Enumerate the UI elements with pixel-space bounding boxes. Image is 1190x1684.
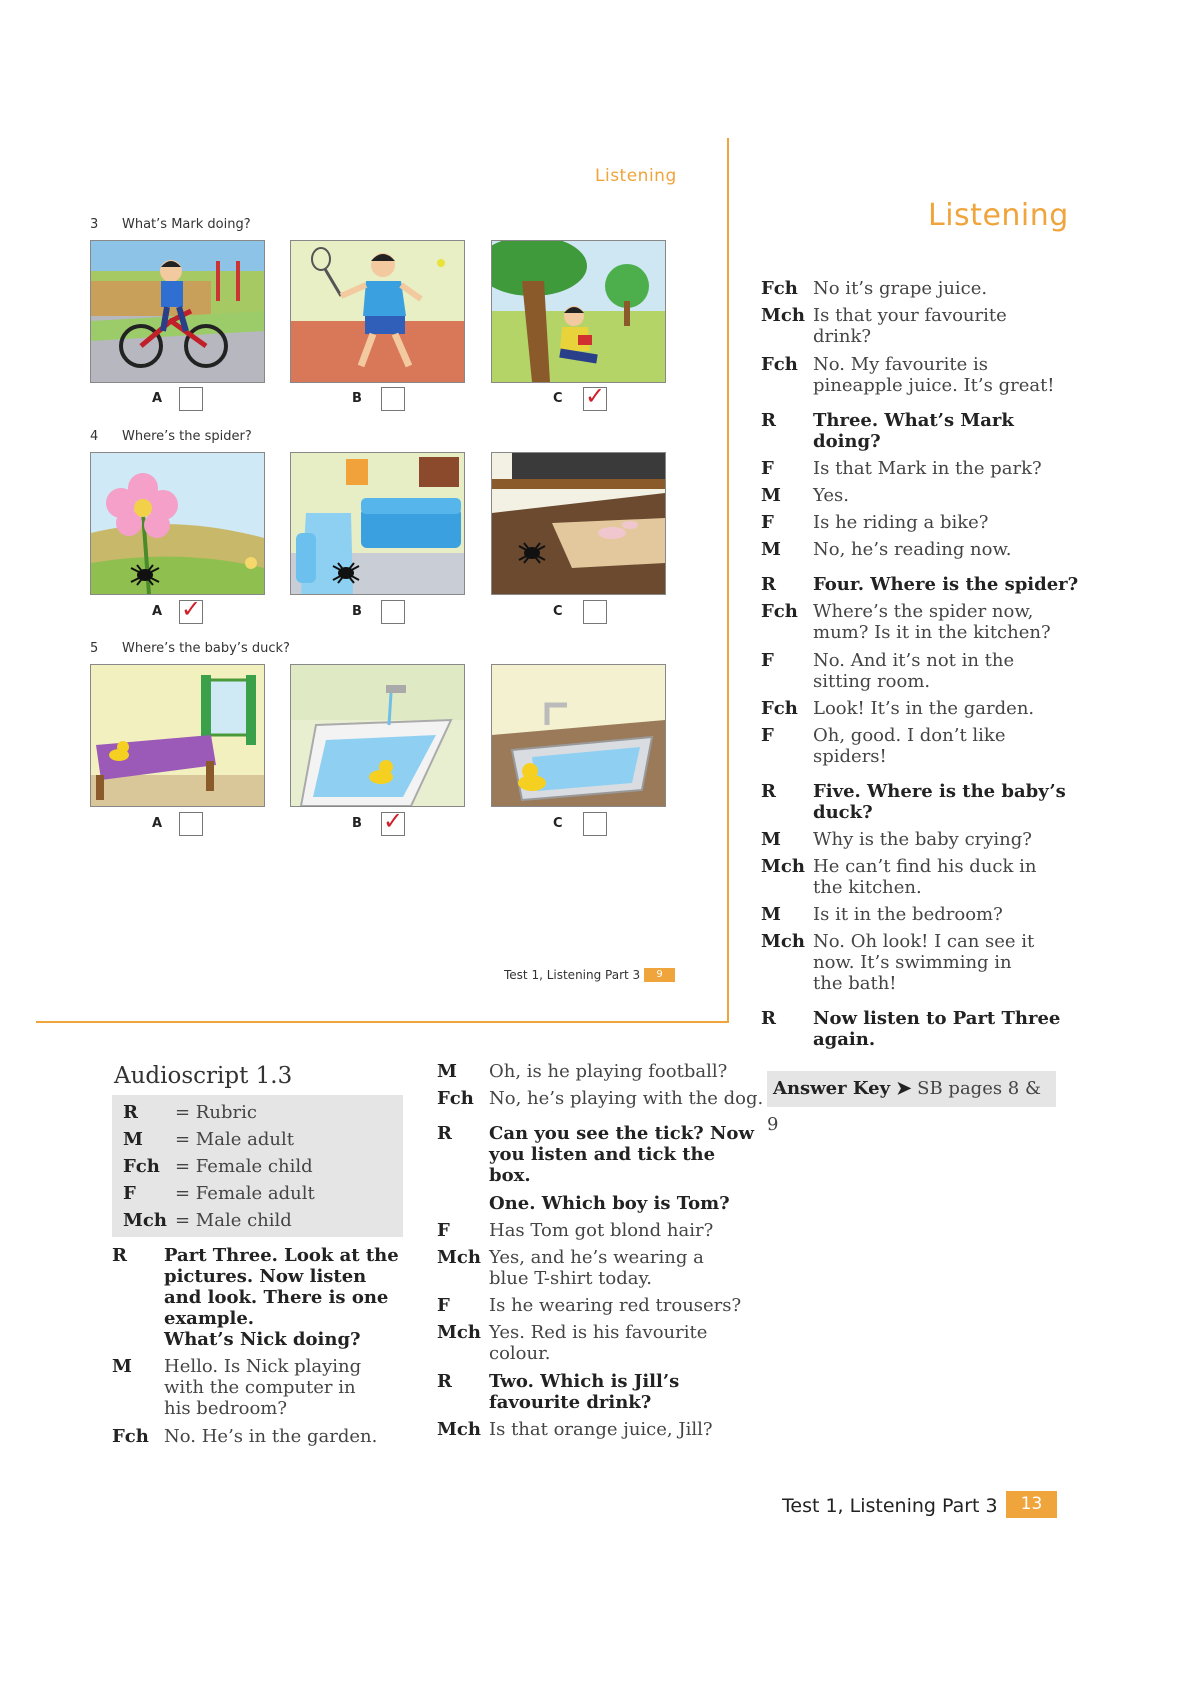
question-4 — [90, 429, 252, 444]
script-line — [437, 1295, 741, 1316]
script-line — [761, 574, 1078, 595]
checkbox-q3-a[interactable] — [179, 387, 203, 411]
speaker: Fch — [761, 354, 798, 375]
line-text: Has Tom got blond hair? — [489, 1220, 714, 1241]
script-line — [761, 856, 1036, 877]
script-line — [761, 354, 988, 375]
legend-value: = Male child — [175, 1210, 292, 1231]
answer-key-pages: SB pages 8 & 9 — [767, 1078, 1042, 1135]
line-text: No. Oh look! I can see it — [813, 931, 1035, 952]
script-line — [761, 931, 1034, 952]
speaker: F — [761, 725, 774, 746]
line-text: Oh, is he playing football? — [489, 1061, 728, 1082]
speaker: F — [761, 512, 774, 533]
checkbox-q5-a[interactable] — [179, 812, 203, 836]
line-text: Oh, good. I don’t like — [813, 725, 1006, 746]
tick-mark-icon: ✓ — [585, 382, 606, 410]
line-text: Can you see the tick? Now — [489, 1123, 754, 1144]
question-number: 5 — [90, 641, 99, 656]
speaker: F — [437, 1220, 450, 1241]
line-text: doing? — [813, 431, 881, 452]
script-line — [761, 539, 1011, 560]
picture-q5-b-duck-in-bath-icon — [290, 664, 465, 807]
script-line — [761, 485, 849, 506]
legend-row — [123, 1129, 294, 1150]
script-line — [437, 1220, 713, 1241]
speaker: M — [761, 539, 781, 560]
speaker: Mch — [437, 1247, 481, 1268]
speaker: F — [761, 458, 774, 479]
answer-key-box — [767, 1071, 1056, 1135]
line-text: Four. Where is the spider? — [813, 574, 1079, 595]
option-label: B — [352, 391, 362, 406]
line-text: He can’t find his duck in — [813, 856, 1037, 877]
speaker: Fch — [761, 278, 798, 299]
page-footer: Test 1, Listening Part 3 — [782, 1495, 998, 1517]
sb-footer: Test 1, Listening Part 3 — [504, 968, 641, 982]
line-text: example. — [164, 1308, 255, 1329]
script-line — [761, 278, 987, 299]
picture-q3-b-boy-playing-tennis-icon — [290, 240, 465, 383]
line-text: pineapple juice. It’s great! — [813, 375, 1055, 396]
script-line — [761, 1008, 1060, 1029]
line-text: What’s Nick doing? — [164, 1329, 361, 1350]
script-line — [761, 458, 1042, 479]
page-number: 13 — [1006, 1491, 1057, 1518]
line-text: Is he riding a bike? — [813, 512, 989, 533]
picture-q3-c-boy-reading-under-tree-icon — [491, 240, 666, 383]
line-text: blue T-shirt today. — [489, 1268, 652, 1289]
option-label: C — [553, 604, 563, 619]
line-text: Is that orange juice, Jill? — [489, 1419, 713, 1440]
picture-q5-c-duck-in-sink-icon — [491, 664, 666, 807]
line-text: Yes. — [813, 485, 849, 506]
line-text: now. It’s swimming in — [813, 952, 1012, 973]
script-line — [112, 1356, 361, 1377]
legend-row — [123, 1183, 315, 1204]
line-text: again. — [813, 1029, 876, 1050]
speaker: Mch — [437, 1322, 481, 1343]
line-text: and look. There is one — [164, 1287, 389, 1308]
option-label: A — [152, 816, 163, 831]
line-text: Yes. Red is his favourite — [489, 1322, 708, 1343]
line-text: No. And it’s not in the — [813, 650, 1015, 671]
line-text: you listen and tick the — [489, 1144, 716, 1165]
section-header: Listening — [928, 198, 1069, 233]
option-label: B — [352, 816, 362, 831]
line-text: mum? Is it in the kitchen? — [813, 622, 1051, 643]
line-text: drink? — [813, 326, 872, 347]
line-text: No, he’s playing with the dog. — [489, 1088, 764, 1109]
speaker: Fch — [761, 698, 798, 719]
line-text: Three. What’s Mark — [813, 410, 1014, 431]
line-text: One. Which boy is Tom? — [489, 1193, 730, 1214]
line-text: No. He’s in the garden. — [164, 1426, 378, 1447]
script-line — [761, 829, 1032, 850]
script-line — [437, 1061, 727, 1082]
legend-value: = Female adult — [175, 1183, 315, 1204]
speaker: M — [437, 1061, 457, 1082]
checkbox-q4-a[interactable] — [179, 595, 203, 624]
speaker: R — [437, 1123, 452, 1144]
line-text: Is it in the bedroom? — [813, 904, 1003, 925]
checkbox-q4-c[interactable] — [583, 600, 607, 624]
script-line — [761, 698, 1034, 719]
script-line — [761, 512, 988, 533]
checkbox-q5-b[interactable] — [381, 807, 405, 836]
script-line — [761, 781, 1066, 802]
option-label: B — [352, 604, 362, 619]
line-text: pictures. Now listen — [164, 1266, 367, 1287]
legend-row — [123, 1210, 292, 1231]
line-text: Yes, and he’s wearing a — [489, 1247, 704, 1268]
line-text: box. — [489, 1165, 531, 1186]
speaker: Mch — [761, 305, 805, 326]
option-label: C — [553, 391, 563, 406]
script-line — [437, 1247, 704, 1268]
legend-row — [123, 1156, 313, 1177]
script-line — [761, 650, 1014, 671]
speaker: M — [112, 1356, 132, 1377]
question-text: Where’s the baby’s duck? — [122, 641, 290, 656]
tick-mark-icon: ✓ — [383, 807, 404, 835]
line-text: favourite drink? — [489, 1392, 652, 1413]
legend-key: R — [123, 1102, 138, 1123]
question-3 — [90, 217, 251, 232]
legend-value: = Rubric — [175, 1102, 257, 1123]
speaker: M — [761, 485, 781, 506]
line-text: No, he’s reading now. — [813, 539, 1012, 560]
checkbox-q4-b[interactable] — [381, 600, 405, 624]
checkbox-q5-c[interactable] — [583, 812, 607, 836]
legend-key: M — [123, 1129, 143, 1150]
legend-row — [123, 1102, 257, 1123]
script-line — [437, 1371, 679, 1392]
speaker: F — [437, 1295, 450, 1316]
script-line — [112, 1245, 399, 1266]
speaker-legend — [112, 1095, 403, 1237]
question-number: 4 — [90, 429, 99, 444]
line-text: Five. Where is the baby’s — [813, 781, 1066, 802]
line-text: colour. — [489, 1343, 551, 1364]
option-label: A — [152, 391, 163, 406]
legend-value: = Male adult — [175, 1129, 294, 1150]
speaker: M — [761, 904, 781, 925]
checkbox-q3-b[interactable] — [381, 387, 405, 411]
line-text: Why is the baby crying? — [813, 829, 1032, 850]
script-line — [761, 305, 1007, 326]
line-text: Part Three. Look at the — [164, 1245, 399, 1266]
speaker: Fch — [761, 601, 798, 622]
checkbox-q3-c[interactable] — [583, 382, 607, 411]
answer-key-label: Answer Key ➤ — [773, 1078, 912, 1099]
picture-q3-a-boy-riding-bike-icon — [90, 240, 265, 383]
option-label: C — [553, 816, 563, 831]
line-text: sitting room. — [813, 671, 931, 692]
script-line — [437, 1419, 713, 1440]
picture-q4-c-spider-in-kitchen-icon — [491, 452, 666, 595]
line-text: Hello. Is Nick playing — [164, 1356, 362, 1377]
script-line — [761, 725, 1006, 746]
script-line — [761, 904, 1003, 925]
line-text: Is that your favourite — [813, 305, 1007, 326]
speaker: R — [761, 1008, 776, 1029]
question-text: Where’s the spider? — [122, 429, 252, 444]
speaker: Fch — [112, 1426, 149, 1447]
speaker: Mch — [437, 1419, 481, 1440]
sb-frame-bottom-border — [36, 1021, 729, 1023]
tick-mark-icon: ✓ — [181, 595, 202, 623]
line-text: Look! It’s in the garden. — [813, 698, 1035, 719]
picture-q4-a-spider-in-garden-icon — [90, 452, 265, 595]
picture-q5-a-duck-on-bed-icon — [90, 664, 265, 807]
audioscript-title: Audioscript 1.3 — [114, 1063, 293, 1089]
legend-key: Fch — [123, 1156, 160, 1177]
script-line — [437, 1123, 754, 1144]
question-text: What’s Mark doing? — [122, 217, 251, 232]
speaker: Mch — [761, 931, 805, 952]
line-text: Two. Which is Jill’s — [489, 1371, 680, 1392]
line-text: the bath! — [813, 973, 897, 994]
script-line — [761, 601, 1033, 622]
speaker: R — [112, 1245, 127, 1266]
line-text: his bedroom? — [164, 1398, 288, 1419]
script-line — [112, 1426, 377, 1447]
script-line — [437, 1322, 707, 1343]
speaker: M — [761, 829, 781, 850]
speaker: R — [437, 1371, 452, 1392]
script-line — [437, 1088, 763, 1109]
script-line — [761, 410, 1014, 431]
line-text: with the computer in — [164, 1377, 356, 1398]
speaker: F — [761, 650, 774, 671]
line-text: No it’s grape juice. — [813, 278, 988, 299]
line-text: Now listen to Part Three — [813, 1008, 1061, 1029]
line-text: the kitchen. — [813, 877, 922, 898]
option-label: A — [152, 604, 163, 619]
line-text: No. My favourite is — [813, 354, 988, 375]
legend-value: = Female child — [175, 1156, 313, 1177]
line-text: duck? — [813, 802, 873, 823]
line-text: spiders! — [813, 746, 887, 767]
picture-q4-b-spider-in-sitting-room-icon — [290, 452, 465, 595]
speaker: Fch — [437, 1088, 474, 1109]
line-text: Is that Mark in the park? — [813, 458, 1042, 479]
sb-section-header: Listening — [595, 166, 677, 186]
legend-key: Mch — [123, 1210, 167, 1231]
speaker: R — [761, 781, 776, 802]
speaker: R — [761, 410, 776, 431]
line-text: Is he wearing red trousers? — [489, 1295, 742, 1316]
legend-key: F — [123, 1183, 136, 1204]
speaker: R — [761, 574, 776, 595]
question-5 — [90, 641, 290, 656]
line-text: Where’s the spider now, — [813, 601, 1034, 622]
speaker: Mch — [761, 856, 805, 877]
sb-page-number: 9 — [644, 968, 675, 982]
sb-frame-right-border — [727, 138, 729, 1022]
question-number: 3 — [90, 217, 99, 232]
